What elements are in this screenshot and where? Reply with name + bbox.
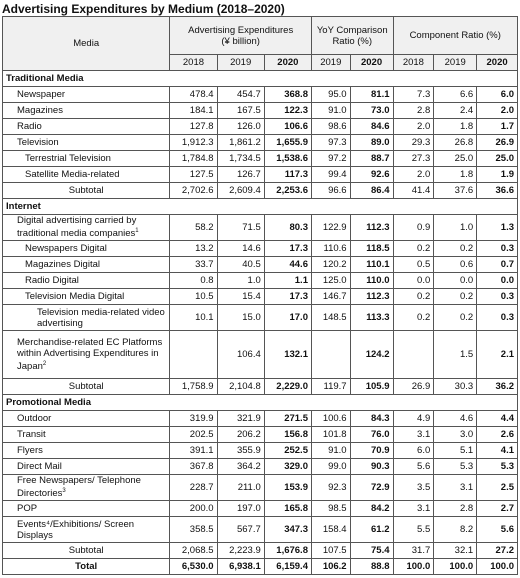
value-cell: 122.9	[311, 215, 350, 241]
row-label	[3, 241, 170, 257]
row-label-text: Subtotal	[68, 381, 104, 392]
value-cell: 36.2	[477, 379, 518, 395]
row-label-text: Television	[17, 137, 59, 148]
value-cell	[311, 331, 350, 379]
row-label	[3, 411, 170, 427]
value-cell: 1,758.9	[170, 379, 217, 395]
header-media: Media	[3, 17, 170, 71]
row-label-text: Radio Digital	[25, 275, 79, 286]
value-cell: 2.0	[477, 103, 518, 119]
value-cell: 5.1	[434, 443, 477, 459]
value-cell: 454.7	[217, 87, 264, 103]
table-row	[3, 87, 518, 103]
value-cell: 112.3	[350, 215, 393, 241]
value-cell: 1,538.6	[264, 151, 311, 167]
row-label	[3, 459, 170, 475]
value-cell: 99.4	[311, 167, 350, 183]
value-cell: 0.2	[393, 241, 434, 257]
row-label-text: Terrestrial Television	[25, 153, 111, 164]
row-label-text: Newspapers Digital	[25, 243, 107, 254]
row-label	[3, 379, 170, 395]
row-label-text: Total	[75, 561, 98, 572]
value-cell: 110.0	[350, 273, 393, 289]
value-cell: 117.3	[264, 167, 311, 183]
value-cell: 13.2	[170, 241, 217, 257]
value-cell: 113.3	[350, 305, 393, 331]
table-row	[3, 167, 518, 183]
value-cell: 101.8	[311, 427, 350, 443]
value-cell: 89.0	[350, 135, 393, 151]
value-cell: 2,702.6	[170, 183, 217, 199]
value-cell: 88.8	[350, 559, 393, 575]
table-row	[3, 459, 518, 475]
value-cell: 2,253.6	[264, 183, 311, 199]
value-cell: 5.6	[477, 517, 518, 543]
header-year: 2020	[477, 55, 518, 71]
value-cell	[393, 331, 434, 379]
row-label-text: Subtotal	[68, 545, 104, 556]
row-label-text: Subtotal	[68, 185, 104, 196]
value-cell: 0.0	[393, 273, 434, 289]
value-cell: 126.7	[217, 167, 264, 183]
value-cell: 4.6	[434, 411, 477, 427]
value-cell: 73.0	[350, 103, 393, 119]
value-cell: 478.4	[170, 87, 217, 103]
value-cell: 91.0	[311, 443, 350, 459]
value-cell: 84.3	[350, 411, 393, 427]
value-cell: 2,229.0	[264, 379, 311, 395]
value-cell: 2.5	[477, 475, 518, 501]
value-cell: 118.5	[350, 241, 393, 257]
value-cell: 97.2	[311, 151, 350, 167]
row-label-text: POP	[17, 503, 38, 514]
section-label: Promotional Media	[3, 395, 518, 411]
value-cell: 17.0	[264, 305, 311, 331]
value-cell: 81.1	[350, 87, 393, 103]
value-cell: 0.8	[170, 273, 217, 289]
value-cell: 25.0	[434, 151, 477, 167]
value-cell: 6,938.1	[217, 559, 264, 575]
value-cell: 98.5	[311, 501, 350, 517]
value-cell: 391.1	[170, 443, 217, 459]
value-cell: 347.3	[264, 517, 311, 543]
row-label-text: Transit	[17, 429, 46, 440]
value-cell: 228.7	[170, 475, 217, 501]
value-cell: 0.2	[434, 241, 477, 257]
value-cell: 58.2	[170, 215, 217, 241]
value-cell: 27.2	[477, 543, 518, 559]
value-cell: 364.2	[217, 459, 264, 475]
value-cell: 1.9	[477, 167, 518, 183]
row-label-text: Direct Mail	[17, 461, 62, 472]
row-label-text: Free Newspapers/ Telephone Directories	[17, 475, 141, 500]
row-label	[3, 273, 170, 289]
value-cell: 0.3	[477, 289, 518, 305]
value-cell: 1.5	[434, 331, 477, 379]
row-label	[3, 331, 170, 379]
row-label-text: Magazines	[17, 105, 63, 116]
subtotal-row	[3, 543, 518, 559]
value-cell: 1,861.2	[217, 135, 264, 151]
row-label	[3, 183, 170, 199]
value-cell: 1.0	[217, 273, 264, 289]
value-cell: 25.0	[477, 151, 518, 167]
value-cell: 106.4	[217, 331, 264, 379]
table-row	[3, 135, 518, 151]
header-ad-expenditures	[170, 17, 312, 55]
value-cell: 153.9	[264, 475, 311, 501]
header-component-ratio: Component Ratio (%)	[393, 17, 518, 55]
value-cell: 26.9	[477, 135, 518, 151]
table-row	[3, 119, 518, 135]
value-cell: 107.5	[311, 543, 350, 559]
value-cell: 0.7	[477, 257, 518, 273]
header-year: 2019	[311, 55, 350, 71]
value-cell: 15.4	[217, 289, 264, 305]
value-cell: 2.7	[477, 501, 518, 517]
row-label	[3, 135, 170, 151]
value-cell: 3.5	[393, 475, 434, 501]
row-label	[3, 517, 170, 543]
value-cell: 0.2	[393, 305, 434, 331]
row-label	[3, 119, 170, 135]
value-cell: 70.9	[350, 443, 393, 459]
table-row	[3, 103, 518, 119]
value-cell: 100.6	[311, 411, 350, 427]
section-row	[3, 395, 518, 411]
value-cell: 80.3	[264, 215, 311, 241]
table-row	[3, 475, 518, 501]
value-cell: 76.0	[350, 427, 393, 443]
value-cell: 329.0	[264, 459, 311, 475]
value-cell: 14.6	[217, 241, 264, 257]
header-ad-exp-label: Advertising Expenditures	[188, 24, 294, 36]
value-cell: 91.0	[311, 103, 350, 119]
value-cell: 132.1	[264, 331, 311, 379]
value-cell: 0.0	[477, 273, 518, 289]
value-cell: 211.0	[217, 475, 264, 501]
value-cell: 1.7	[477, 119, 518, 135]
value-cell: 84.2	[350, 501, 393, 517]
value-cell: 30.3	[434, 379, 477, 395]
table-row	[3, 273, 518, 289]
value-cell: 200.0	[170, 501, 217, 517]
value-cell: 2,223.9	[217, 543, 264, 559]
footnote-marker: 1	[135, 228, 139, 235]
value-cell: 0.2	[393, 289, 434, 305]
value-cell: 122.3	[264, 103, 311, 119]
value-cell: 105.9	[350, 379, 393, 395]
value-cell: 119.7	[311, 379, 350, 395]
value-cell: 0.5	[393, 257, 434, 273]
value-cell: 2.6	[477, 427, 518, 443]
section-row	[3, 71, 518, 87]
row-label-text: Television media-related video advertising	[37, 306, 165, 329]
table-row	[3, 501, 518, 517]
section-row	[3, 199, 518, 215]
value-cell: 10.1	[170, 305, 217, 331]
table-row	[3, 305, 518, 331]
row-label	[3, 151, 170, 167]
value-cell: 3.1	[393, 427, 434, 443]
value-cell: 2.8	[393, 103, 434, 119]
row-label	[3, 475, 170, 501]
value-cell: 44.6	[264, 257, 311, 273]
value-cell: 2,609.4	[217, 183, 264, 199]
value-cell: 0.3	[477, 305, 518, 331]
value-cell: 100.0	[434, 559, 477, 575]
value-cell: 110.6	[311, 241, 350, 257]
value-cell: 3.1	[393, 501, 434, 517]
table-row	[3, 215, 518, 241]
row-label-text: Magazines Digital	[25, 259, 100, 270]
value-cell: 7.3	[393, 87, 434, 103]
value-cell: 29.3	[393, 135, 434, 151]
value-cell: 156.8	[264, 427, 311, 443]
table-row	[3, 443, 518, 459]
table-row	[3, 151, 518, 167]
value-cell: 17.3	[264, 241, 311, 257]
value-cell: 319.9	[170, 411, 217, 427]
row-label-text: Merchandise-related EC Platforms within Advertising Expenditures in Japan	[17, 336, 163, 373]
value-cell: 184.1	[170, 103, 217, 119]
value-cell: 1.0	[434, 215, 477, 241]
header-year: 2019	[217, 55, 264, 71]
row-label	[3, 289, 170, 305]
value-cell: 6.0	[477, 87, 518, 103]
value-cell: 86.4	[350, 183, 393, 199]
value-cell: 33.7	[170, 257, 217, 273]
row-label	[3, 559, 170, 575]
value-cell: 2,104.8	[217, 379, 264, 395]
value-cell: 27.3	[393, 151, 434, 167]
table-row	[3, 331, 518, 379]
value-cell: 88.7	[350, 151, 393, 167]
value-cell: 1,912.3	[170, 135, 217, 151]
value-cell: 4.9	[393, 411, 434, 427]
value-cell: 1,734.5	[217, 151, 264, 167]
value-cell: 100.0	[477, 559, 518, 575]
value-cell: 358.5	[170, 517, 217, 543]
row-label	[3, 215, 170, 241]
row-label	[3, 543, 170, 559]
value-cell	[170, 331, 217, 379]
table-row	[3, 517, 518, 543]
value-cell: 1,676.8	[264, 543, 311, 559]
row-label	[3, 257, 170, 273]
value-cell: 0.2	[434, 305, 477, 331]
value-cell: 2.0	[393, 119, 434, 135]
value-cell: 92.3	[311, 475, 350, 501]
value-cell: 146.7	[311, 289, 350, 305]
value-cell: 0.6	[434, 257, 477, 273]
table-row	[3, 241, 518, 257]
value-cell: 126.0	[217, 119, 264, 135]
value-cell: 271.5	[264, 411, 311, 427]
value-cell: 120.2	[311, 257, 350, 273]
value-cell: 0.9	[393, 215, 434, 241]
value-cell: 3.1	[434, 475, 477, 501]
value-cell: 41.4	[393, 183, 434, 199]
value-cell: 1.8	[434, 167, 477, 183]
header-year: 2018	[170, 55, 217, 71]
value-cell: 84.6	[350, 119, 393, 135]
value-cell: 5.5	[393, 517, 434, 543]
value-cell: 96.6	[311, 183, 350, 199]
value-cell: 124.2	[350, 331, 393, 379]
value-cell: 112.3	[350, 289, 393, 305]
row-label	[3, 501, 170, 517]
header-year: 2019	[434, 55, 477, 71]
value-cell: 72.9	[350, 475, 393, 501]
row-label-text: Digital advertising carried by traditional media companies	[17, 215, 137, 240]
value-cell: 36.6	[477, 183, 518, 199]
header-yoy: YoY Comparison Ratio (%)	[311, 17, 393, 55]
value-cell: 127.5	[170, 167, 217, 183]
value-cell: 0.2	[434, 289, 477, 305]
value-cell: 75.4	[350, 543, 393, 559]
subtotal-row	[3, 379, 518, 395]
value-cell: 10.5	[170, 289, 217, 305]
table-row	[3, 257, 518, 273]
value-cell: 148.5	[311, 305, 350, 331]
row-label-text: Outdoor	[17, 413, 52, 424]
value-cell: 2,068.5	[170, 543, 217, 559]
header-year: 2018	[393, 55, 434, 71]
value-cell: 1,784.8	[170, 151, 217, 167]
row-label	[3, 427, 170, 443]
footnote-marker: 2	[42, 360, 47, 367]
section-label: Traditional Media	[3, 71, 518, 87]
value-cell: 4.1	[477, 443, 518, 459]
value-cell: 1.1	[264, 273, 311, 289]
value-cell: 202.5	[170, 427, 217, 443]
value-cell: 90.3	[350, 459, 393, 475]
row-label	[3, 167, 170, 183]
row-label	[3, 305, 170, 331]
value-cell: 2.8	[434, 501, 477, 517]
row-label-text: Newspaper	[17, 89, 66, 100]
table-row	[3, 411, 518, 427]
row-label-text: Events⁴/Exhibitions/ Screen Displays	[17, 518, 135, 541]
value-cell: 5.3	[434, 459, 477, 475]
row-label	[3, 103, 170, 119]
value-cell: 1.8	[434, 119, 477, 135]
value-cell: 6.0	[393, 443, 434, 459]
table-title: Advertising Expenditures by Medium (2018–2020)	[2, 2, 285, 16]
value-cell: 6,159.4	[264, 559, 311, 575]
table-row	[3, 289, 518, 305]
header-ad-exp-unit: (¥ billion)	[221, 35, 260, 47]
value-cell: 32.1	[434, 543, 477, 559]
row-label	[3, 443, 170, 459]
value-cell: 95.0	[311, 87, 350, 103]
value-cell: 3.0	[434, 427, 477, 443]
value-cell: 2.0	[393, 167, 434, 183]
row-label-text: Flyers	[17, 445, 43, 456]
value-cell: 252.5	[264, 443, 311, 459]
value-cell: 6,530.0	[170, 559, 217, 575]
value-cell: 71.5	[217, 215, 264, 241]
value-cell: 100.0	[393, 559, 434, 575]
value-cell: 17.3	[264, 289, 311, 305]
value-cell: 1,655.9	[264, 135, 311, 151]
row-label-text: Satellite Media-related	[25, 169, 120, 180]
value-cell: 26.8	[434, 135, 477, 151]
value-cell: 1.3	[477, 215, 518, 241]
value-cell: 206.2	[217, 427, 264, 443]
value-cell: 0.0	[434, 273, 477, 289]
value-cell: 5.3	[477, 459, 518, 475]
value-cell: 92.6	[350, 167, 393, 183]
value-cell: 40.5	[217, 257, 264, 273]
value-cell: 167.5	[217, 103, 264, 119]
value-cell: 15.0	[217, 305, 264, 331]
value-cell: 165.8	[264, 501, 311, 517]
value-cell: 8.2	[434, 517, 477, 543]
subtotal-row	[3, 183, 518, 199]
value-cell: 2.1	[477, 331, 518, 379]
value-cell: 26.9	[393, 379, 434, 395]
value-cell: 4.4	[477, 411, 518, 427]
section-label: Internet	[3, 199, 518, 215]
value-cell: 31.7	[393, 543, 434, 559]
value-cell: 368.8	[264, 87, 311, 103]
footnote-marker: 3	[62, 488, 66, 495]
value-cell: 106.6	[264, 119, 311, 135]
table-row	[3, 427, 518, 443]
value-cell: 355.9	[217, 443, 264, 459]
total-row	[3, 559, 518, 575]
header-year: 2020	[264, 55, 311, 71]
value-cell: 37.6	[434, 183, 477, 199]
value-cell: 367.8	[170, 459, 217, 475]
value-cell: 5.6	[393, 459, 434, 475]
value-cell: 197.0	[217, 501, 264, 517]
value-cell: 127.8	[170, 119, 217, 135]
value-cell: 99.0	[311, 459, 350, 475]
value-cell: 110.1	[350, 257, 393, 273]
value-cell: 158.4	[311, 517, 350, 543]
value-cell: 6.6	[434, 87, 477, 103]
value-cell: 321.9	[217, 411, 264, 427]
row-label-text: Radio	[17, 121, 42, 132]
value-cell: 97.3	[311, 135, 350, 151]
ad-expenditure-table	[2, 16, 518, 575]
header-year: 2020	[350, 55, 393, 71]
value-cell: 106.2	[311, 559, 350, 575]
value-cell: 125.0	[311, 273, 350, 289]
row-label-text: Television Media Digital	[25, 291, 125, 302]
value-cell: 61.2	[350, 517, 393, 543]
value-cell: 0.3	[477, 241, 518, 257]
row-label	[3, 87, 170, 103]
value-cell: 2.4	[434, 103, 477, 119]
value-cell: 567.7	[217, 517, 264, 543]
value-cell: 98.6	[311, 119, 350, 135]
